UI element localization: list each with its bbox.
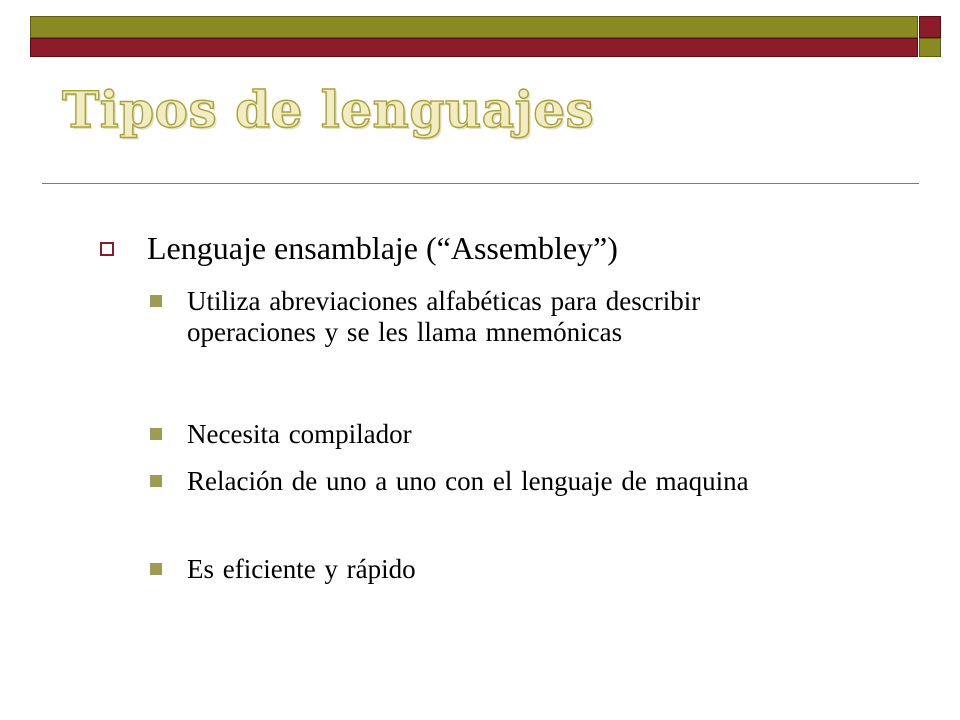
sub-bullet-text: Es eficiente y rápido: [187, 554, 416, 584]
filled-square-icon: [150, 475, 162, 487]
filled-square-icon: [150, 428, 162, 440]
sub-bullet-text: Utiliza abreviaciones alfabéticas para describir operaciones y se les llama mnemónicas: [187, 286, 701, 347]
sub-bullet-text: Relación de uno a uno con el lenguaje de maquina: [187, 466, 749, 496]
hollow-square-icon: [100, 242, 114, 256]
sub-bullet-text: Necesita compilador: [187, 419, 412, 449]
heading-bullet-text: Lenguaje ensamblaje (“Assembley”): [147, 230, 618, 266]
slide-title: Tipos de lenguajes: [62, 80, 595, 139]
filled-square-icon: [150, 295, 162, 307]
filled-square-icon: [150, 563, 162, 575]
